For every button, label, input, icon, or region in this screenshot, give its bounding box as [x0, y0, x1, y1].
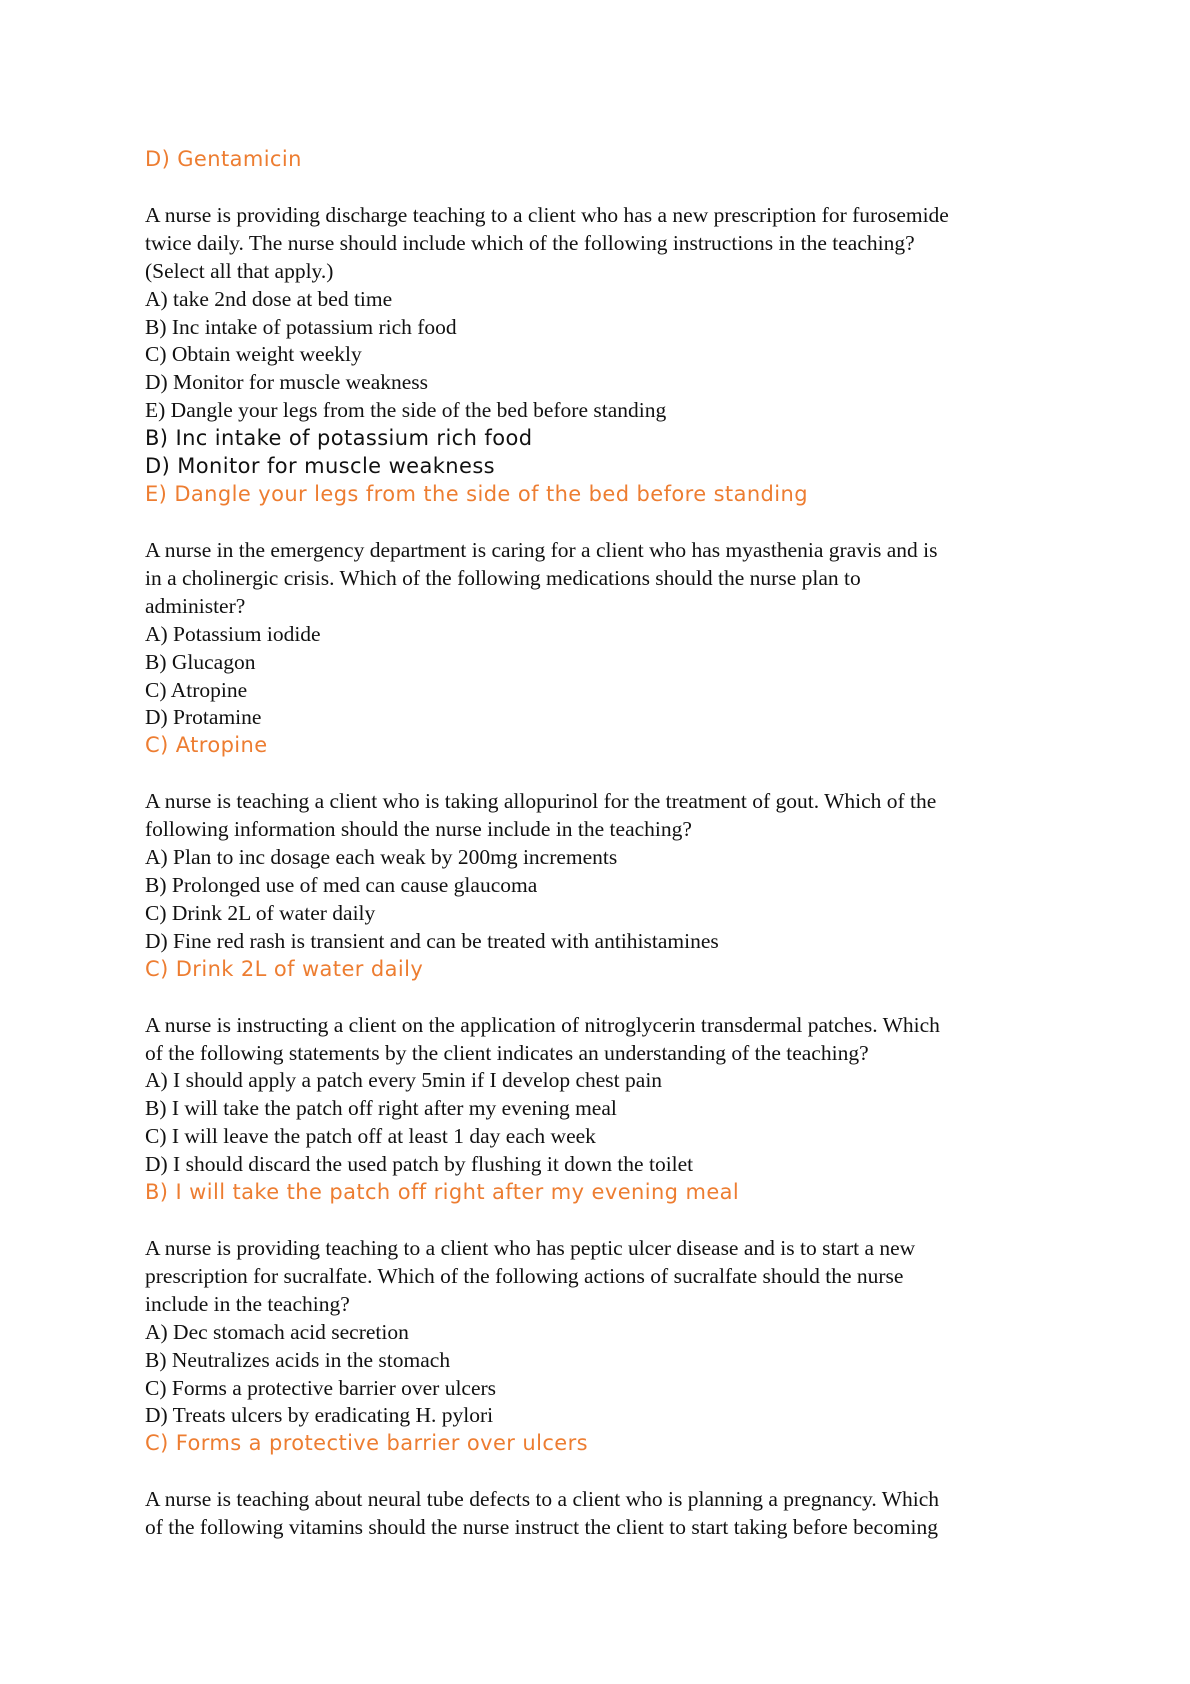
answer-option: D) Monitor for muscle weakness	[145, 370, 429, 395]
answer-option: D) Fine red rash is transient and can be treated with antihistamines	[145, 928, 719, 953]
correct-answer-highlighted: C) Atropine	[145, 733, 268, 758]
answer-option: D) Treats ulcers by eradicating H. pylori	[145, 1403, 494, 1428]
question-text-line: A nurse in the emergency department is caring for a client who has myasthenia gravis and is	[145, 537, 938, 562]
answer-option: A) Plan to inc dosage each weak by 200mg increments	[145, 845, 618, 870]
answer-option: C) Obtain weight weekly	[145, 342, 362, 367]
correct-answer-highlighted: E) Dangle your legs from the side of the bed before standing	[145, 482, 808, 507]
answer-option: E) Dangle your legs from the side of the bed before standing	[145, 398, 667, 423]
answer-option: B) Inc intake of potassium rich food	[145, 314, 457, 339]
answer-option: C) Drink 2L of water daily	[145, 900, 376, 925]
question-text-line: A nurse is instructing a client on the application of nitroglycerin transdermal patches. Which	[145, 1012, 940, 1037]
question-text-line: administer?	[145, 593, 246, 618]
blank-line	[145, 509, 1065, 537]
question-text-line: A nurse is teaching about neural tube defects to a client who is planning a pregnancy. Which	[145, 1487, 940, 1512]
correct-answer: D) Monitor for muscle weakness	[145, 454, 496, 479]
answer-option: B) Glucagon	[145, 649, 256, 674]
question-text-line: (Select all that apply.)	[145, 258, 334, 283]
correct-answer-highlighted: D) Gentamicin	[145, 147, 302, 171]
question-text-line: twice daily. The nurse should include which of the following instructions in the teaching?	[145, 230, 915, 255]
question-text-line: following information should the nurse include in the teaching?	[145, 817, 692, 842]
answer-option: D) I should discard the used patch by flushing it down the toilet	[145, 1152, 694, 1177]
question-text-line: in a cholinergic crisis. Which of the following medications should the nurse plan to	[145, 565, 861, 590]
answer-option: D) Protamine	[145, 705, 262, 730]
blank-line	[145, 984, 1065, 1012]
question-text-line: of the following vitamins should the nurse instruct the client to start taking before becoming	[145, 1515, 938, 1540]
answer-option: C) Forms a protective barrier over ulcers	[145, 1375, 497, 1400]
answer-option: B) Prolonged use of med can cause glaucoma	[145, 872, 538, 897]
blank-line	[145, 174, 1065, 202]
question-text-line: A nurse is providing discharge teaching to a client who has a new prescription for furosemide	[145, 202, 949, 227]
question-text-line: prescription for sucralfate. Which of the following actions of sucralfate should the nurse	[145, 1263, 904, 1288]
question-text-line: A nurse is teaching a client who is taking allopurinol for the treatment of gout. Which of the	[145, 789, 937, 814]
answer-option: B) I will take the patch off right after my evening meal	[145, 1096, 617, 1121]
question-text-line: include in the teaching?	[145, 1291, 350, 1316]
answer-option: A) Potassium iodide	[145, 621, 321, 646]
answer-option: C) I will leave the patch off at least 1 day each week	[145, 1124, 596, 1149]
blank-line	[145, 760, 1065, 788]
correct-answer-highlighted: B) I will take the patch off right after my evening meal	[145, 1180, 740, 1205]
blank-line	[145, 1207, 1065, 1235]
answer-option: C) Atropine	[145, 677, 248, 702]
answer-option: A) take 2nd dose at bed time	[145, 286, 393, 311]
answer-option: B) Neutralizes acids in the stomach	[145, 1347, 451, 1372]
blank-line	[145, 1458, 1065, 1486]
document-page	[145, 146, 1065, 1542]
correct-answer-highlighted: C) Drink 2L of water daily	[145, 956, 424, 981]
question-text-line: A nurse is providing teaching to a client who has peptic ulcer disease and is to start a new	[145, 1235, 916, 1260]
correct-answer: B) Inc intake of potassium rich food	[145, 426, 533, 451]
question-text-line: of the following statements by the client indicates an understanding of the teaching?	[145, 1040, 869, 1065]
answer-option: A) I should apply a patch every 5min if I develop chest pain	[145, 1068, 663, 1093]
correct-answer-highlighted: C) Forms a protective barrier over ulcers	[145, 1431, 588, 1456]
answer-option: A) Dec stomach acid secretion	[145, 1319, 409, 1344]
